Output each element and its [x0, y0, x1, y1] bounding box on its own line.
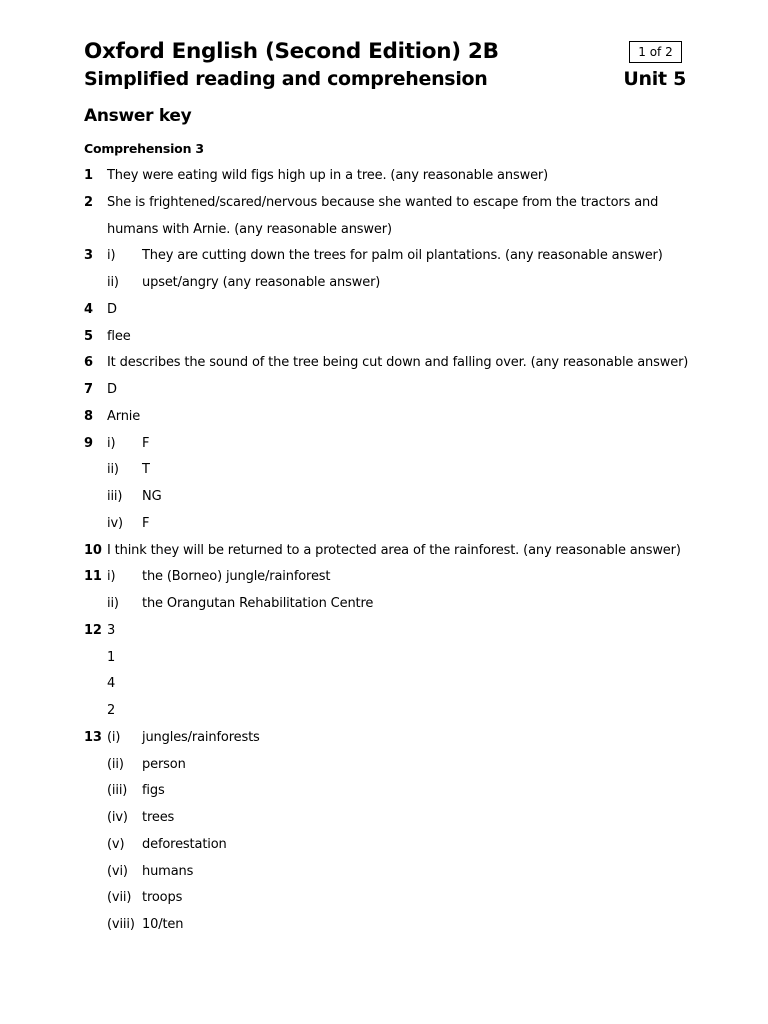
answer-line — [84, 591, 704, 618]
answer-line — [84, 752, 704, 779]
question-number: 1 — [84, 168, 93, 183]
sub-label: (iii) — [107, 783, 128, 799]
answer-line — [84, 163, 704, 190]
answer-list — [84, 163, 704, 939]
answer-text: F — [142, 515, 150, 531]
question-number: 4 — [84, 301, 93, 317]
answer-line — [84, 538, 704, 565]
sub-label: ii) — [107, 275, 119, 290]
answer-line — [84, 511, 704, 538]
question-number: 11 — [84, 569, 102, 585]
answer-text: 10/ten — [142, 917, 184, 932]
answer-line — [84, 805, 704, 832]
answer-line — [84, 457, 704, 484]
sub-label: (ii) — [107, 756, 124, 772]
answer-text: F — [142, 435, 150, 451]
answer-text: 1 — [107, 649, 116, 665]
answer-line — [84, 645, 704, 672]
answer-text: the (Borneo) jungle/rainforest — [142, 569, 331, 585]
answer-text: D — [107, 382, 117, 397]
answer-line — [84, 297, 704, 324]
answer-text: T — [142, 462, 150, 478]
answer-line — [84, 350, 704, 377]
question-number: 3 — [84, 248, 93, 264]
sub-label: (viii) — [107, 917, 135, 932]
answer-line — [84, 404, 704, 431]
document-title: Oxford English (Second Edition) 2B — [84, 39, 499, 64]
answer-line — [84, 564, 704, 591]
question-number: 13 — [84, 729, 102, 745]
answer-text: It describes the sound of the tree being cut down and falling over. (any reasonable answer) — [107, 355, 689, 371]
answer-text: NG — [142, 489, 162, 504]
answer-text: They are cutting down the trees for palm oil plantations. (any reasonable answer) — [142, 248, 663, 264]
answer-line — [84, 832, 704, 859]
answer-key-heading: Answer key — [84, 106, 192, 126]
answer-text: trees — [142, 810, 175, 825]
sub-label: ii) — [107, 596, 119, 611]
answer-text: I think they will be returned to a protected area of the rainforest. (any reasonable answer) — [107, 542, 681, 558]
answer-line — [84, 270, 704, 297]
answer-text: D — [107, 301, 117, 317]
question-number: 10 — [84, 542, 102, 558]
answer-text: flee — [107, 328, 131, 344]
sub-label: i) — [107, 435, 116, 451]
answer-text: They were eating wild figs high up in a tree. (any reasonable answer) — [107, 168, 549, 183]
answer-text: humans with Arnie. (any reasonable answer) — [107, 221, 392, 237]
answer-text: jungles/rainforests — [142, 729, 260, 745]
question-number: 8 — [84, 408, 93, 424]
question-number: 5 — [84, 328, 93, 344]
answer-line — [84, 725, 704, 752]
question-number: 6 — [84, 355, 93, 371]
answer-text: upset/angry (any reasonable answer) — [142, 275, 381, 290]
answer-text: humans — [142, 863, 194, 879]
question-number: 2 — [84, 194, 93, 210]
answer-line — [84, 377, 704, 404]
unit-label: Unit 5 — [623, 68, 686, 90]
answer-text: 2 — [107, 703, 116, 718]
answer-line — [84, 484, 704, 511]
section-heading: Comprehension 3 — [84, 141, 204, 156]
sub-label: (vii) — [107, 890, 132, 906]
answer-text: deforestation — [142, 836, 227, 852]
question-number: 12 — [84, 622, 102, 638]
question-number: 9 — [84, 435, 93, 451]
page-indicator: 1 of 2 — [629, 41, 682, 63]
answer-line — [84, 324, 704, 351]
answer-text: She is frightened/scared/nervous because she wanted to escape from the tractors and — [107, 194, 659, 210]
answer-text: Arnie — [107, 408, 141, 424]
sub-label: (i) — [107, 729, 121, 745]
sub-label: (vi) — [107, 863, 128, 879]
sub-label: i) — [107, 248, 116, 264]
answer-line — [84, 618, 704, 645]
answer-line — [84, 778, 704, 805]
answer-line — [84, 671, 704, 698]
answer-text: figs — [142, 783, 165, 799]
answer-line — [84, 243, 704, 270]
sub-label: ii) — [107, 462, 119, 478]
answer-line — [84, 431, 704, 458]
sub-label: i) — [107, 569, 116, 585]
sub-label: (v) — [107, 836, 125, 852]
question-number: 7 — [84, 382, 93, 397]
answer-text: the Orangutan Rehabilitation Centre — [142, 596, 374, 611]
answer-text: 3 — [107, 622, 116, 638]
sub-label: (iv) — [107, 810, 128, 825]
answer-text: troops — [142, 890, 183, 906]
answer-line — [84, 698, 704, 725]
answer-line — [84, 912, 704, 939]
sub-label: iv) — [107, 515, 123, 531]
sub-label: iii) — [107, 489, 123, 504]
answer-line — [84, 885, 704, 912]
answer-line — [84, 217, 704, 244]
answer-text: 4 — [107, 676, 116, 692]
document-subtitle: Simplified reading and comprehension — [84, 68, 488, 90]
answer-text: person — [142, 756, 186, 772]
answer-line — [84, 190, 704, 217]
answer-line — [84, 859, 704, 886]
